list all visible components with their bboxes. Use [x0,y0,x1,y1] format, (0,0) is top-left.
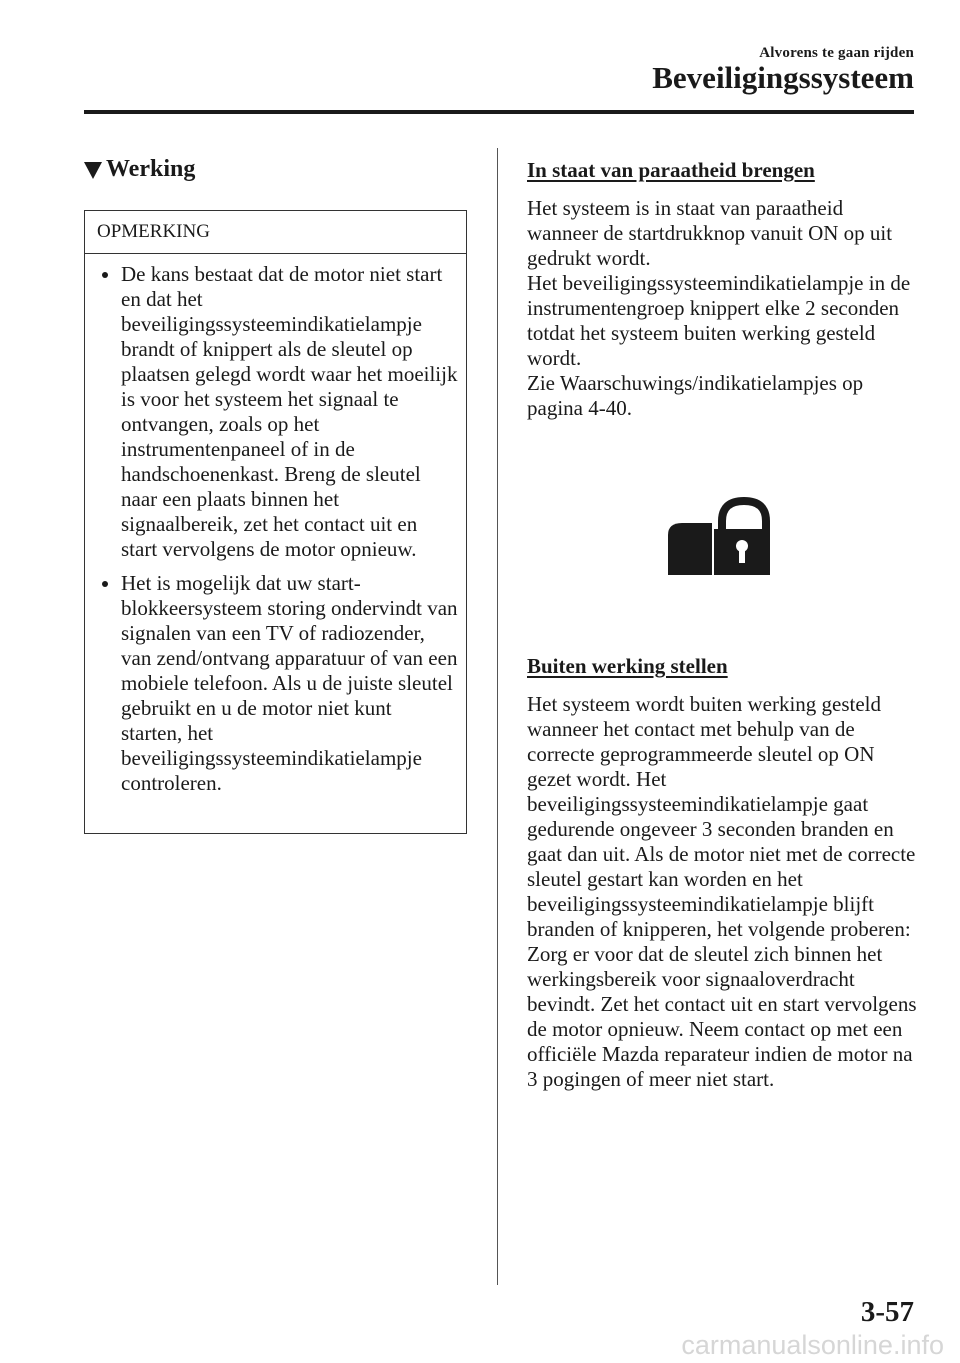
chapter-title: Alvorens te gaan rijden [759,45,914,61]
section-heading-text: Werking [106,156,196,182]
note-item-text: Het is mogelijk dat uw start-blokkeersysteem storing ondervindt van signalen van een TV of radiozender, van zend/ontvang apparatuur of van een mobiele telefoon. Als u de juiste sleutel gebruikt en u de motor niet kunt starten, het beveiligingssysteemindikatielampje controleren. [121,571,458,795]
section-heading [84,156,195,183]
security-indicator-icon [664,497,772,577]
arm-heading: In staat van paraatheid brengen [527,158,815,182]
right-column [527,158,917,1092]
note-box [84,210,467,834]
triangle-down-icon [84,162,102,179]
page-number: 3-57 [860,1296,914,1328]
note-list [85,254,466,796]
note-item [85,262,466,562]
note-item [85,571,466,796]
watermark: carmanualsonline.info [681,1330,944,1360]
header-divider [84,110,914,114]
disarm-heading: Buiten werking stellen [527,654,728,678]
bullet-icon [102,272,108,278]
note-item-text: De kans bestaat dat de motor niet start en dat het beveiligingssysteemindikatielampje brandt of knippert als de sleutel op plaatsen gelegd wordt waar het moeilijk is voor het systeem het signaal te ontvangen, zoals op het instrumentenpaneel of in de handschoenenkast. Breng de sleutel naar een plaats binnen het signaalbereik, zet het contact uit en start vervolgens de motor opnieuw. [121,262,458,561]
bullet-icon [102,581,108,587]
column-divider [497,148,498,1285]
note-title: OPMERKING [85,211,466,254]
section-title: Beveiligingssysteem [652,60,914,95]
indicator-figure [527,421,917,654]
arm-text: Het systeem is in staat van paraatheid wanneer de startdrukknop vanuit ON op uit gedrukt wordt. Het beveiligingssysteemindikatielampje in de instrumentengroep knippert elke 2 seconden totdat het systeem buiten werking gesteld wordt. Zie Waarschuwings/indikatielampjes op pagina 4-40. [527,196,911,420]
disarm-text: Het systeem wordt buiten werking gesteld wanneer het contact met behulp van de correcte geprogrammeerde sleutel op ON gezet wordt. Het beveiligingssysteemindikatielampje gaat gedurende ongeveer 3 seconden branden en gaat dan uit. Als de motor niet met de correcte sleutel gestart kan worden en het beveiligingssysteemindikatielampje blijft branden of knipperen, het volgende proberen: Zorg er voor dat de sleutel zich binnen het werkingsbereik voor signaaloverdracht bevindt. Zet het contact uit en start vervolgens de motor opnieuw. Neem contact op met een officiële Mazda reparateur indien de motor na 3 pogingen of meer niet start. [527,692,917,1091]
